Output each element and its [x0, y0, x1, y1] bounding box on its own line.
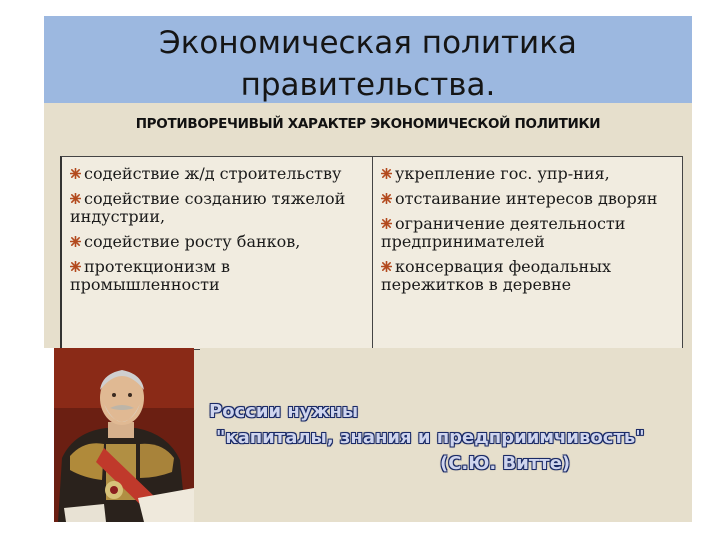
star-burst-bullet-icon	[381, 218, 392, 229]
list-item-text: ограничение деятельности предпринимателей	[381, 214, 626, 251]
list-item	[381, 258, 676, 294]
right-column	[373, 157, 682, 349]
list-item-text: укрепление гос. упр-ния,	[395, 164, 610, 183]
list-item	[381, 190, 676, 208]
portrait-image	[44, 348, 194, 522]
list-item-text: содействие ж/д строительству	[84, 164, 342, 183]
star-burst-bullet-icon	[70, 236, 81, 247]
left-column	[62, 157, 373, 349]
list-item-text: содействие созданию тяжелой индустрии,	[70, 189, 346, 226]
list-item	[70, 165, 366, 183]
list-item	[381, 165, 676, 183]
list-item-text: протекционизм в промышленности	[70, 257, 231, 294]
list-item-text: консервация феодальных пережитков в деревне	[381, 257, 611, 294]
quote-block	[200, 348, 692, 522]
slide-subtitle: ПРОТИВОРЕЧИВЫЙ ХАРАКТЕР ЭКОНОМИЧЕСКОЙ ПОЛИТИКИ	[135, 116, 601, 132]
list-item	[70, 258, 366, 294]
quote-line: России нужны	[209, 401, 359, 422]
quote-line: "капиталы, знания и предприимчивость"	[216, 427, 645, 448]
star-burst-bullet-icon	[381, 193, 392, 204]
list-item-text: отстаивание интересов дворян	[395, 189, 658, 208]
slide-title: Экономическая политика правительства.	[159, 25, 577, 103]
star-burst-bullet-icon	[381, 261, 392, 272]
list-item	[70, 233, 366, 251]
list-item	[381, 215, 676, 251]
star-burst-bullet-icon	[70, 261, 81, 272]
star-burst-bullet-icon	[70, 193, 81, 204]
star-burst-bullet-icon	[70, 168, 81, 179]
quote-author: (С.Ю. Витте)	[440, 453, 571, 474]
list-item	[70, 190, 366, 226]
list-item-text: содействие росту банков,	[84, 232, 301, 251]
comparison-table	[60, 156, 683, 350]
star-burst-bullet-icon	[381, 168, 392, 179]
